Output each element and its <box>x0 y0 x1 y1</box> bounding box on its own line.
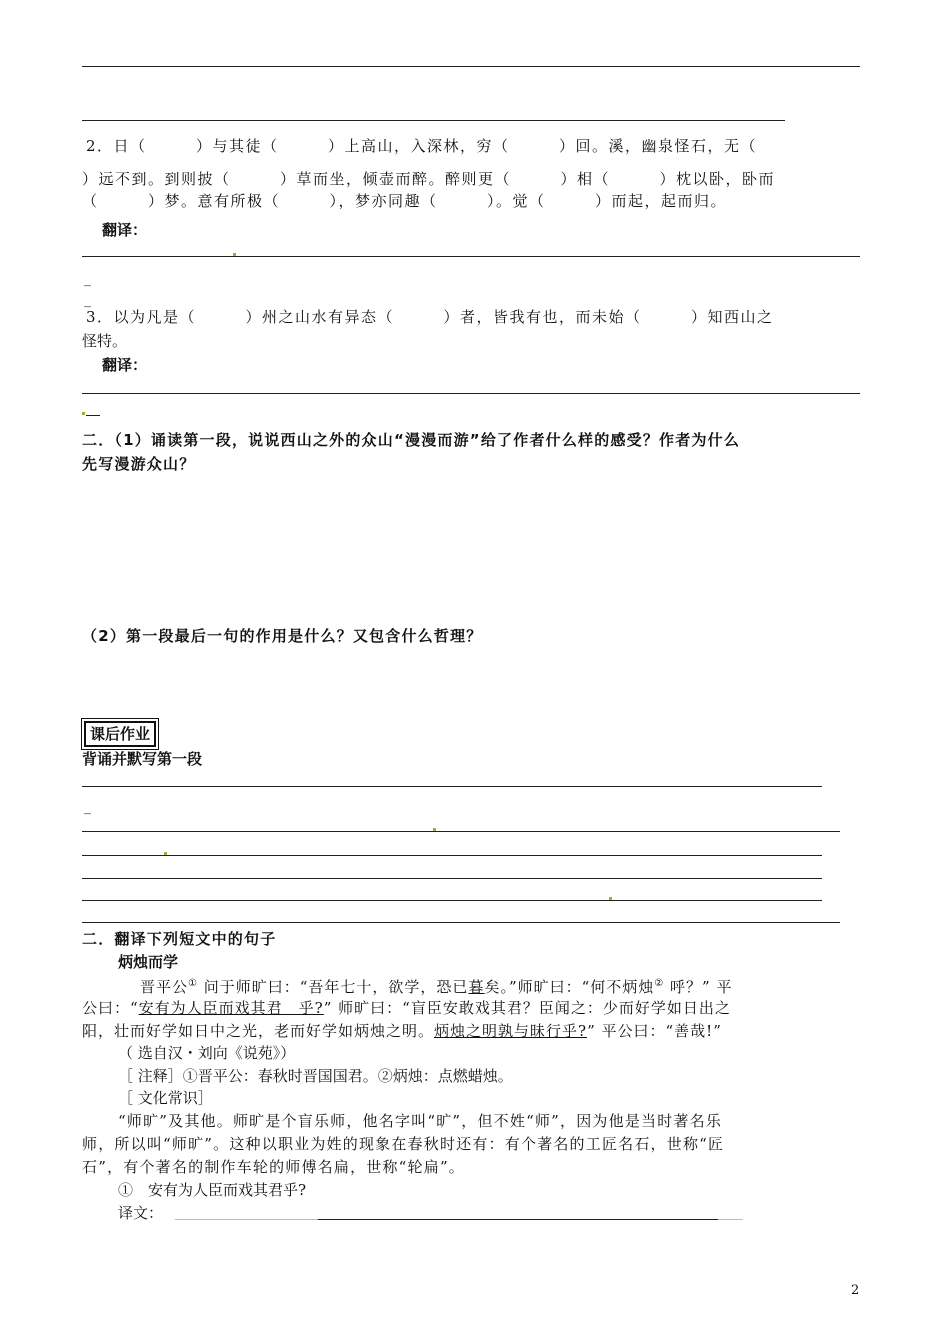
answer-line <box>82 120 785 121</box>
translate-item-1: ① 安有为人臣而戏其君乎? <box>118 1181 307 1199</box>
passage-notes: ［ 注释］①晋平公：春秋时晋国国君。②炳烛：点燃蜡烛。 <box>118 1067 513 1085</box>
section2-q1-line-1: 二．（1）诵读第一段，说说西山之外的众山“漫漫而游”给了作者什么样的感受？作者为什么 <box>82 431 741 449</box>
q2-line-2: ）远不到。到则披（ ）草而坐，倾壶而醉。醉则更（ ）相（ ）枕以卧，卧而 <box>82 170 776 188</box>
answer-line <box>82 922 840 923</box>
short-dash: _ <box>84 799 91 815</box>
answer-label: 译文： <box>118 1204 164 1222</box>
section2-q2: （2）第一段最后一句的作用是什么？又包含什么哲理？ <box>82 627 483 645</box>
answer-line <box>82 855 822 856</box>
culture-line-3: 石”，有个著名的制作车轮的师傅名扁，世称“轮扁”。 <box>82 1158 466 1176</box>
passage-line-1: 晋平公① 问于师旷曰：“吾年七十，欲学，恐已暮矣。”师旷曰：“何不炳烛② 呼？” 平 <box>140 978 733 996</box>
section2-q1-line-2: 先写漫游众山？ <box>82 455 196 473</box>
q2-line-1: 2．日（ ）与其徒（ ）上高山，入深林，穷（ ）回。溪，幽泉怪石，无（ <box>86 137 758 155</box>
answer-line <box>318 1219 718 1220</box>
q3-line-1: 3．以为凡是（ ）州之山水有异态（ ）者，皆我有也，而未始（ ）知西山之 <box>86 308 774 326</box>
short-dash: _ <box>84 292 91 308</box>
answer-line <box>82 256 860 257</box>
passage-line-3: 阳，壮而好学如日中之光，老而好学如炳烛之明。炳烛之明孰与昧行乎?” 平公曰：“善哉!” <box>82 1022 722 1040</box>
answer-line <box>82 878 822 879</box>
translate-heading: 二．翻译下列短文中的句子 <box>82 930 277 948</box>
page-number: 2 <box>851 1283 860 1298</box>
marker-dot <box>233 253 236 256</box>
passage-title: 炳烛而学 <box>118 953 179 971</box>
q2-translation-label: 翻译： <box>102 221 148 239</box>
q3-line-2: 怪特。 <box>82 332 128 350</box>
culture-line-2: 师，所以叫“师旷”。这种以职业为姓的现象在春秋时还有：有个著名的工匠名石，世称“匠 <box>82 1135 725 1153</box>
marker-dot <box>82 412 85 415</box>
passage-source: （ 选自汉・刘向《说苑》） <box>118 1044 296 1062</box>
short-dash: _ <box>84 271 91 287</box>
marker-dot <box>164 852 167 855</box>
marker-dot <box>609 897 612 900</box>
marker-dot <box>433 828 436 831</box>
answer-line <box>82 393 860 394</box>
culture-line-1: “师旷”及其他。师旷是个盲乐师，他名字叫“旷”，但不姓“师”，因为他是当时著名乐 <box>118 1112 723 1130</box>
culture-label: ［ 文化常识］ <box>118 1089 213 1107</box>
homework-title: 课后作业 <box>84 721 156 747</box>
short-line <box>86 415 100 416</box>
answer-line <box>82 831 840 832</box>
homework-task: 背诵并默写第一段 <box>82 750 203 768</box>
answer-line <box>82 786 822 787</box>
q2-line-3: （ ）梦。意有所极（ ），梦亦同趣（ ）。觉（ ）而起，起而归。 <box>82 192 728 210</box>
passage-line-2: 公曰：“安有为人臣而戏其君 乎?” 师旷曰：“盲臣安敢戏其君？臣闻之：少而好学如日出之 <box>82 999 731 1017</box>
answer-line <box>82 900 822 901</box>
answer-line <box>82 66 860 67</box>
q3-translation-label: 翻译： <box>102 356 148 374</box>
